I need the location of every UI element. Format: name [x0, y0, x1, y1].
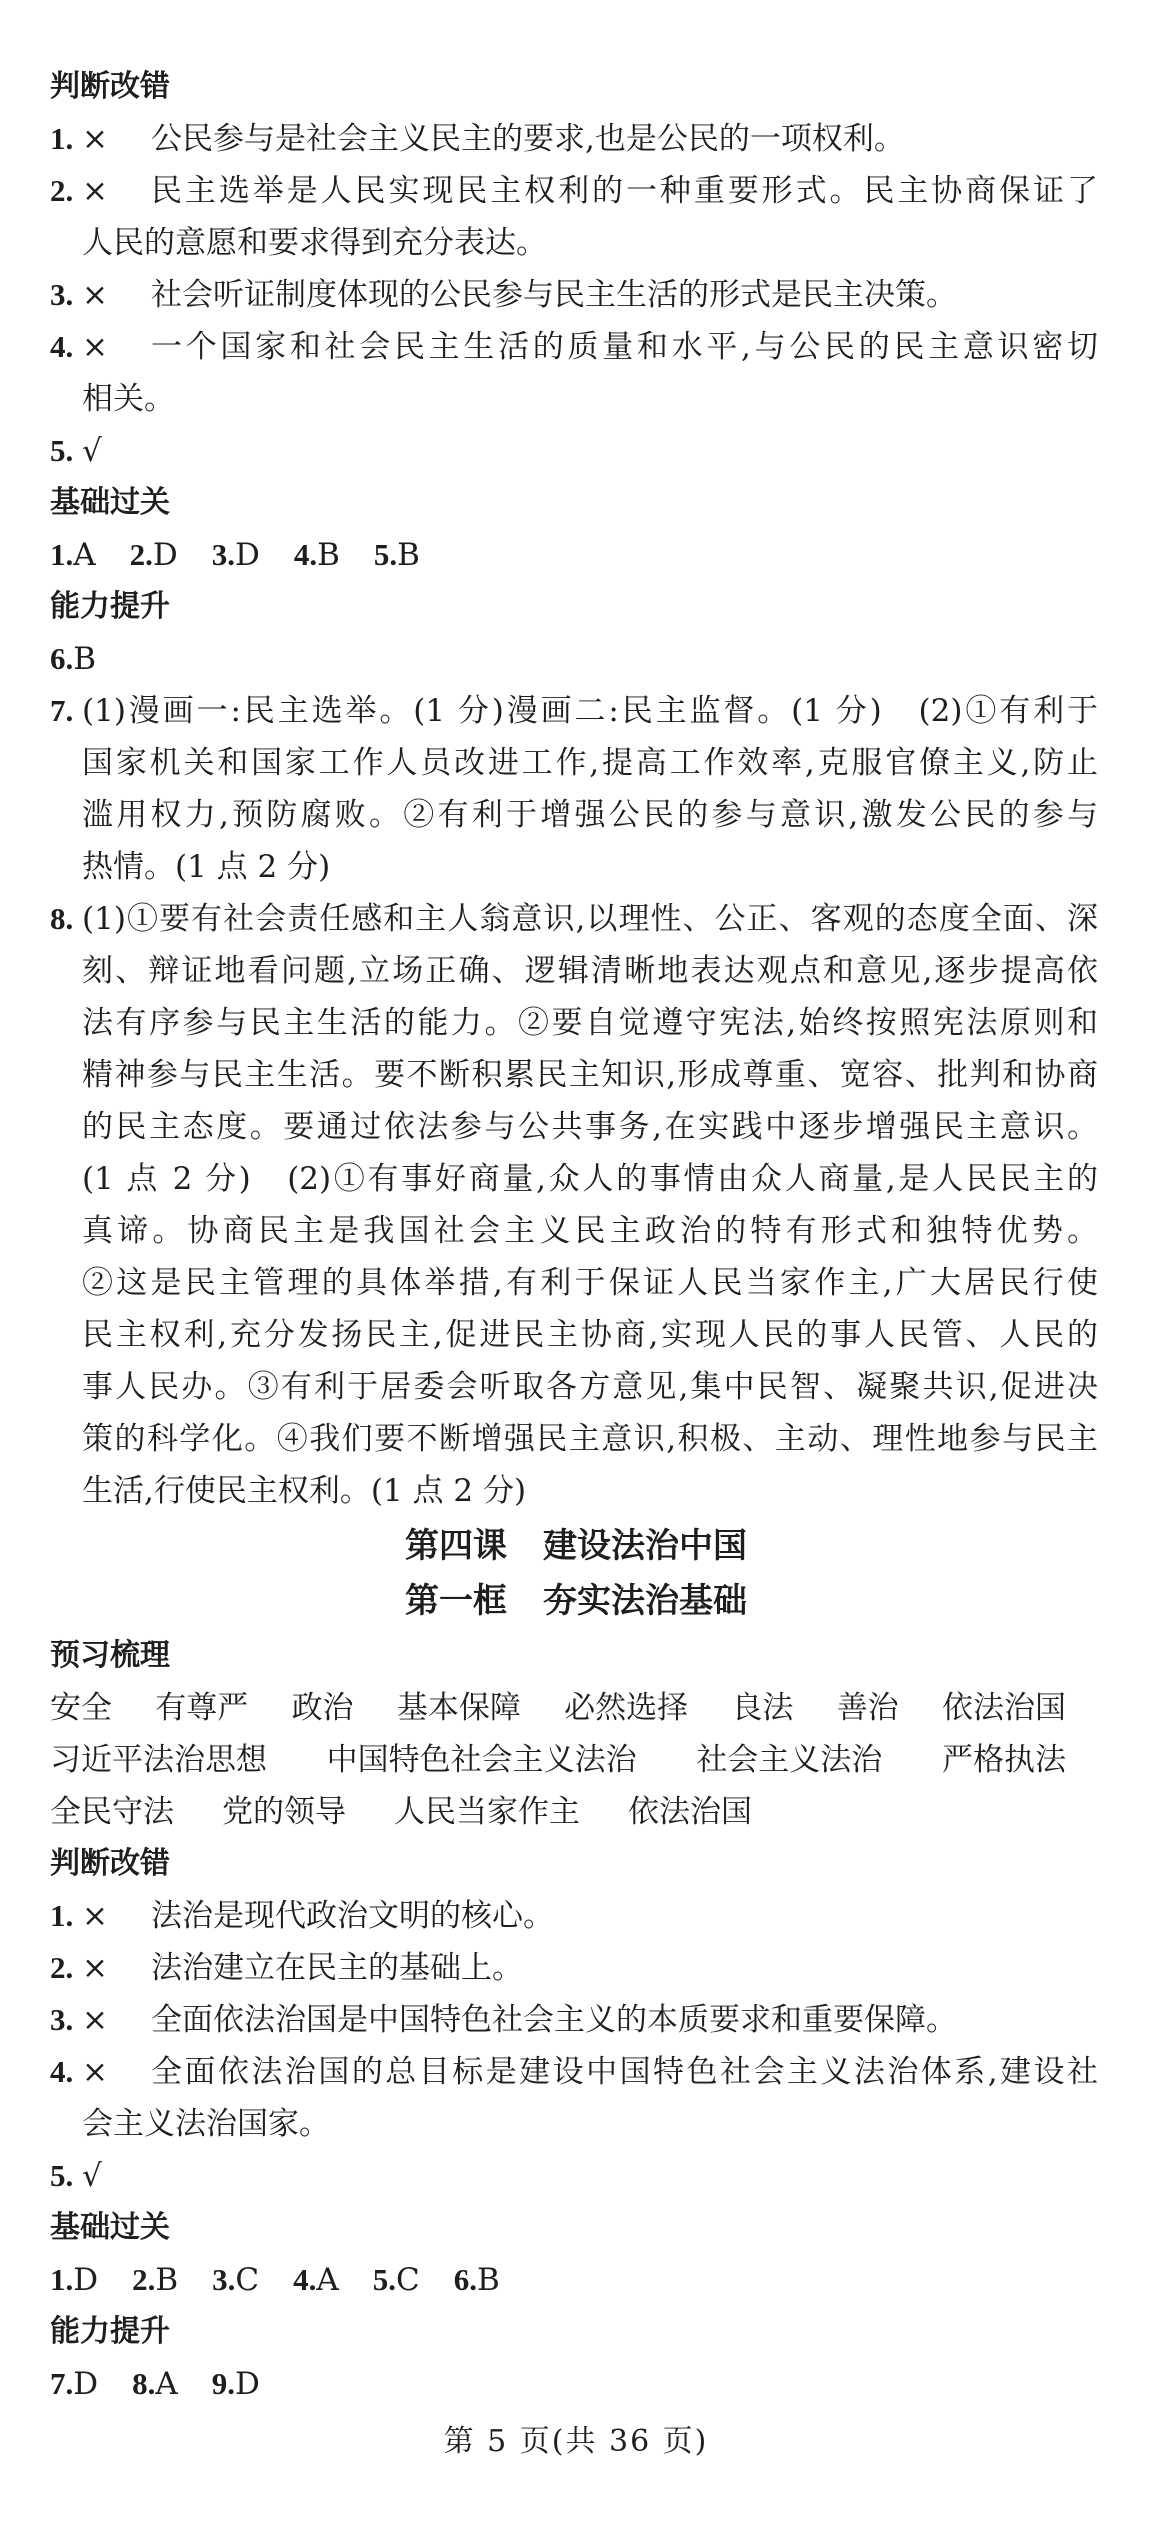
keyword-row — [50, 1734, 1066, 1786]
keyword: 有尊严 — [155, 1690, 249, 1726]
item-text-continued: 滥用权力,预防腐败。②有利于增强公民的参与意识,激发公民的参与 — [82, 797, 1098, 833]
answer-item — [212, 529, 260, 581]
item-number: 3. — [212, 2262, 236, 2297]
judge-item — [50, 2150, 1098, 2202]
lesson-title — [0, 1518, 1152, 1574]
answer-item — [294, 529, 340, 581]
keyword-row — [50, 1786, 752, 1838]
section-heading-basic: 基础过关 — [50, 2210, 170, 2245]
item-number: 5. — [50, 433, 74, 468]
answer-item — [132, 2358, 178, 2410]
cross-mark: × — [82, 277, 108, 313]
item-number: 3. — [50, 277, 74, 312]
answer-item — [50, 2358, 98, 2410]
answer-letter: D — [235, 2366, 260, 2402]
answer-letter: A — [316, 2262, 339, 2298]
item-number: 9. — [211, 2366, 235, 2401]
item-number: 6. — [453, 2262, 477, 2297]
section-heading-judge: 判断改错 — [50, 69, 170, 104]
item-text-continued: 事人民办。③有利于居委会听取各方意见,集中民智、凝聚共识,促进决 — [82, 1369, 1098, 1405]
section-name: 夯实法治基础 — [543, 1581, 747, 1621]
answer-item — [130, 529, 178, 581]
check-mark: √ — [82, 433, 102, 469]
keyword: 社会主义法治 — [696, 1742, 883, 1778]
item-number: 2. — [132, 2262, 156, 2297]
item-number: 1. — [50, 1898, 74, 1933]
item-number: 4. — [293, 2262, 317, 2297]
item-number: 4. — [50, 329, 74, 364]
item-number: 5. — [373, 537, 398, 572]
judge-item — [50, 269, 1098, 321]
item-text-continued: 会主义法治国家。 — [82, 2106, 330, 2142]
item-text-continued: 热情。(1 点 2 分) — [82, 849, 331, 885]
answer-letter: D — [235, 537, 260, 573]
keyword: 人民当家作主 — [394, 1794, 580, 1830]
cross-mark: × — [82, 2054, 108, 2090]
question-8-answer — [50, 893, 1098, 945]
item-text-continued: 生活,行使民主权利。(1 点 2 分) — [82, 1473, 527, 1509]
item-number: 7. — [50, 2366, 74, 2401]
item-text: 公民参与是社会主义民主的要求,也是公民的一项权利。 — [151, 121, 905, 157]
answer-letter: B — [155, 2262, 179, 2298]
item-number: 7. — [50, 693, 74, 728]
answer-item — [454, 2254, 500, 2306]
lesson-name: 建设法治中国 — [543, 1526, 747, 1566]
answer-letter: C — [235, 2262, 260, 2298]
answer-letter: D — [73, 2262, 99, 2298]
question-7-answer — [50, 685, 1098, 737]
item-text-continued: 的民主态度。要通过依法参与公共事务,在实践中逐步增强民主意识。 — [82, 1109, 1098, 1145]
cross-mark: × — [82, 1898, 108, 1934]
keyword: 依法治国 — [941, 1690, 1066, 1726]
item-text-continued: 人民的意愿和要求得到充分表达。 — [82, 225, 547, 261]
item-text: 全面依法治国是中国特色社会主义的本质要求和重要保障。 — [151, 2002, 957, 2038]
cross-mark: × — [82, 173, 108, 209]
keyword: 党的领导 — [222, 1794, 346, 1830]
section-heading-preview: 预习梳理 — [50, 1638, 170, 1673]
answer-item — [50, 633, 1098, 685]
item-text-continued: 真谛。协商民主是我国社会主义民主政治的特有形式和独特优势。 — [82, 1213, 1098, 1249]
answer-item — [50, 529, 96, 581]
answer-letter: D — [73, 2366, 99, 2402]
lesson-number: 第四课 — [405, 1526, 507, 1566]
answer-letter: B — [477, 2262, 500, 2298]
item-number: 1. — [50, 2262, 74, 2297]
item-number: 8. — [132, 2366, 156, 2401]
section-heading-basic: 基础过关 — [50, 485, 170, 520]
answer-item — [212, 2254, 259, 2306]
cross-mark: × — [82, 2002, 108, 2038]
item-number: 4. — [293, 537, 318, 572]
judge-item — [50, 113, 1098, 165]
item-text: (1)漫画一:民主选举。(1 分)漫画二:民主监督。(1 分) (2)①有利于 — [82, 693, 1098, 729]
item-text-continued: (1 点 2 分) (2)①有事好商量,众人的事情由众人商量,是人民民主的 — [82, 1161, 1098, 1197]
judge-item — [50, 1994, 1098, 2046]
answer-letter: B — [317, 537, 340, 573]
keyword: 中国特色社会主义法治 — [326, 1742, 637, 1778]
answer-letter: A — [155, 2366, 178, 2402]
keyword: 全民守法 — [50, 1794, 174, 1830]
basic-answers — [50, 529, 1098, 581]
section-number: 第一框 — [405, 1581, 507, 1621]
answer-letter: B — [397, 537, 420, 573]
answers-part-1 — [50, 61, 1098, 1517]
answer-letter: B — [73, 641, 97, 677]
answer-letter: A — [73, 537, 96, 573]
ability-answers — [50, 2358, 1098, 2410]
item-text: 法治建立在民主的基础上。 — [151, 1950, 523, 1986]
item-text-continued: 国家机关和国家工作人员改进工作,提高工作效率,克服官僚主义,防止 — [82, 745, 1098, 781]
answers-part-2 — [50, 1630, 1098, 2410]
section-title — [0, 1573, 1152, 1629]
item-number: 4. — [50, 2054, 74, 2089]
basic-answers — [50, 2254, 1098, 2306]
item-number: 2. — [50, 173, 74, 208]
judge-item — [50, 321, 1098, 373]
item-text: 法治是现代政治文明的核心。 — [151, 1898, 554, 1934]
answer-item — [373, 2254, 420, 2306]
judge-item — [50, 425, 1098, 477]
answer-item — [374, 529, 420, 581]
answer-item — [50, 2254, 98, 2306]
item-number: 1. — [50, 537, 74, 572]
keyword: 依法治国 — [628, 1794, 752, 1830]
keyword: 严格执法 — [941, 1742, 1066, 1778]
item-number: 3. — [211, 537, 235, 572]
item-number: 5. — [50, 2158, 74, 2193]
cross-mark: × — [82, 329, 108, 365]
item-text-continued: 民主权利,充分发扬民主,促进民主协商,实现人民的事人民管、人民的 — [82, 1317, 1098, 1353]
keyword: 习近平法治思想 — [50, 1742, 267, 1778]
item-number: 2. — [50, 1950, 74, 1985]
judge-item — [50, 1890, 1098, 1942]
keyword: 基本保障 — [396, 1690, 521, 1726]
item-text-continued: 法有序参与民主生活的能力。②要自觉遵守宪法,始终按照宪法原则和 — [82, 1005, 1098, 1041]
item-number: 2. — [129, 537, 153, 572]
item-text: (1)①要有社会责任感和主人翁意识,以理性、公正、客观的态度全面、深 — [82, 901, 1098, 937]
item-text-continued: 精神参与民主生活。要不断积累民主知识,形成尊重、宽容、批判和协商 — [82, 1057, 1098, 1093]
item-text: 民主选举是人民实现民主权利的一种重要形式。民主协商保证了 — [151, 173, 1098, 209]
section-heading-judge: 判断改错 — [50, 1846, 170, 1881]
item-text-continued: 刻、辩证地看问题,立场正确、逻辑清晰地表达观点和意见,逐步提高依 — [82, 953, 1098, 989]
item-number: 6. — [50, 641, 74, 676]
judge-item — [50, 1942, 1098, 1994]
item-number: 1. — [50, 121, 74, 156]
keyword-row — [50, 1682, 1066, 1734]
keyword: 必然选择 — [564, 1690, 689, 1726]
answer-item — [212, 2358, 260, 2410]
keyword: 安全 — [50, 1690, 112, 1726]
item-text: 一个国家和社会民主生活的质量和水平,与公民的民主意识密切 — [151, 329, 1098, 365]
item-text-continued: 策的科学化。④我们要不断增强民主意识,积极、主动、理性地参与民主 — [82, 1421, 1098, 1457]
section-heading-ability: 能力提升 — [50, 2314, 170, 2349]
keyword: 良法 — [731, 1690, 794, 1726]
item-number: 3. — [50, 2002, 74, 2037]
item-number: 8. — [50, 901, 74, 936]
section-heading-ability: 能力提升 — [50, 589, 170, 624]
judge-item — [50, 165, 1098, 217]
page-number-footer: 第 5 页(共 36 页) — [443, 2424, 709, 2459]
keyword: 善治 — [836, 1690, 899, 1726]
cross-mark: × — [82, 1950, 108, 1986]
item-text-continued: 相关。 — [82, 381, 175, 417]
keyword: 政治 — [291, 1690, 354, 1726]
item-number: 5. — [372, 2262, 397, 2297]
answer-item — [293, 2254, 339, 2306]
cross-mark: × — [82, 121, 108, 157]
answer-letter: C — [396, 2262, 420, 2298]
answer-item — [132, 2254, 178, 2306]
judge-item — [50, 2046, 1098, 2098]
item-text: 全面依法治国的总目标是建设中国特色社会主义法治体系,建设社 — [151, 2054, 1098, 2090]
check-mark: √ — [82, 2158, 102, 2194]
item-text-continued: ②这是民主管理的具体举措,有利于保证人民当家作主,广大居民行使 — [82, 1265, 1098, 1301]
answer-letter: D — [152, 537, 178, 573]
item-text: 社会听证制度体现的公民参与民主生活的形式是民主决策。 — [151, 277, 957, 313]
